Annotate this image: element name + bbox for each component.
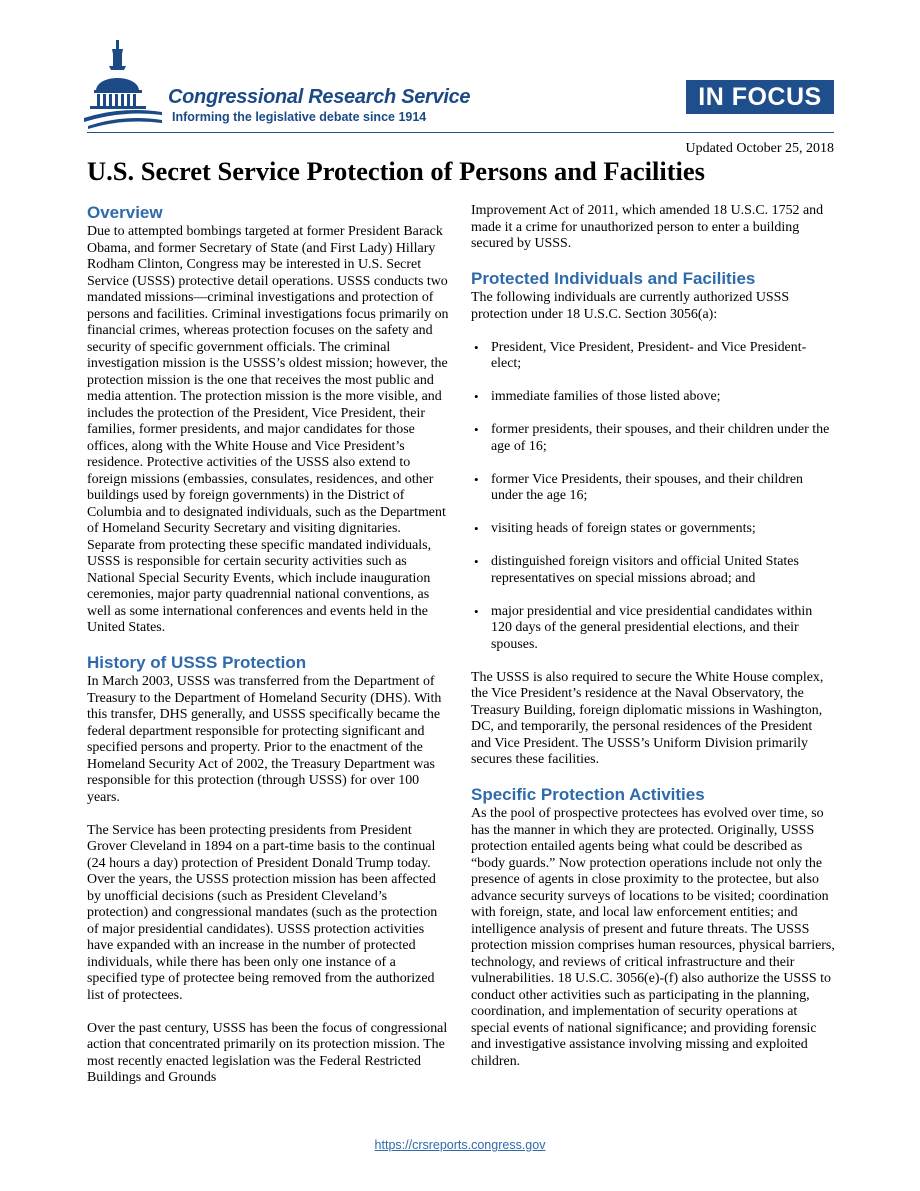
list-item-text: visiting heads of foreign states or governments; (491, 521, 756, 536)
protected-intro: The following individuals are currently authorized USSS protection under 18 U.S.C. Section 3056(a): (471, 290, 790, 322)
facilities-paragraph: The USSS is also required to secure the White House complex, the Vice President’s residence at the Naval Observatory, the Treasury Building, foreign diplomatic missions in Washington, DC, and temporarily, the personal residences of the President and Vice President. The USSS’s Uniform Division primarily secures these facilities. (471, 669, 824, 767)
history-paragraph-1: In March 2003, USSS was transferred from the Department of Treasury to the Department of Homeland Security (DHS). With this transfer, DHS generally, and USSS specifically became the federal department responsible for protecting significant and specified persons and property. Prior to the enactment of the Homeland Security Act of 2002, the Treasury Department was responsible for this protection (through USSS) for over 100 years. (87, 674, 442, 805)
list-item-text: immediate families of those listed above; (491, 389, 721, 404)
right-column (471, 203, 835, 1070)
in-focus-badge: IN FOCUS (686, 80, 834, 114)
bullet-icon: • (474, 603, 479, 619)
continued-paragraph: Improvement Act of 2011, which amended 18 U.S.C. 1752 and made it a crime for unauthorized person to enter a building secured by USSS. (471, 203, 824, 251)
protected-heading: Protected Individuals and Facilities (471, 269, 756, 288)
list-item-text: major presidential and vice presidential candidates within 120 days of the general presidential elections, and their spouses. (491, 603, 813, 652)
list-item (471, 422, 835, 455)
overview-heading: Overview (87, 203, 163, 222)
org-name: Congressional Research Service (168, 86, 471, 108)
specific-paragraph: As the pool of prospective protectees has evolved over time, so has the manner in which they are protected. Originally, USSS protection entailed agents being what could be described as “body guards.” Now protection operations include not only the presence of agents in close proximity to the protectee, but also advance security surveys of locations to be visited; coordination with foreign, state, and local law enforcement entities; and intelligence analysis of present and future threats. The USSS protection mission comprises human resources, physical barriers, technology, and reviews of critical infrastructure and their vulnerabilities. 18 U.S.C. 3056(e)-(f) also authorize the USSS to conduct other activities such as participating in the planning, coordination, and implementation of security operations at special events of national significance; and providing forensic and investigative assistance involving missing and exploited children. (471, 806, 835, 1069)
specific-heading: Specific Protection Activities (471, 785, 705, 804)
list-item-text: distinguished foreign visitors and official United States representatives on special missions abroad; and (491, 554, 799, 586)
bullet-icon: • (474, 389, 479, 404)
list-item (471, 554, 835, 587)
bullet-icon: • (474, 521, 479, 536)
overview-paragraph: Due to attempted bombings targeted at former President Barack Obama, and former Secretary of State (and First Lady) Hillary Rodham Clinton, Congress may be interested in U.S. Secret Service (USSS) protective detail operations. USSS conducts two mandated missions—criminal investigations and protection of persons and facilities. Criminal investigations focus primarily on financial crimes, whereas protection focuses on the safety and security of specific government officials. The criminal investigation mission is the USSS’s oldest mission; however, the protection mission is the one that receives the most public and media attention. The protection mission is the more visible, and includes the protection of the President, Vice President, their families, former presidents, and major candidates for those offices, along with the White House and Vice President’s residence. Protective activities of the USSS also extend to foreign missions (embassies, consulates, residences, and other buildings used by foreign governments) in the District of Columbia and to designated individuals, such as the Department of Homeland Security Secretary and visiting dignitaries. Separate from protecting these specific mandated individuals, USSS is responsible for certain security activities such as National Special Security Events, which include inauguration ceremonies, major party quadrennial national conventions, as well as some international conferences and events held in the United States. (87, 224, 449, 635)
list-item (471, 389, 835, 406)
history-paragraph-3: Over the past century, USSS has been the focus of congressional action that concentrated primarily on its protection mission. The most recently enacted legislation was the Federal Restricted Buildings and Grounds (87, 1020, 448, 1085)
list-item (471, 340, 835, 373)
list-item (471, 604, 835, 654)
bullet-icon: • (474, 339, 479, 355)
page-header (0, 0, 920, 135)
capitol-dome-logo-icon (82, 38, 164, 130)
history-heading: History of USSS Protection (87, 653, 307, 672)
bullet-icon: • (474, 554, 479, 569)
list-item (471, 472, 835, 505)
left-column (87, 203, 449, 1087)
updated-date: Updated October 25, 2018 (685, 141, 834, 156)
list-item-text: former Vice Presidents, their spouses, and their children under the age 16; (491, 471, 804, 503)
page-title: U.S. Secret Service Protection of Persons and Facilities (87, 156, 705, 186)
list-item (471, 521, 835, 538)
bullet-icon: • (474, 471, 479, 487)
header-divider (87, 132, 834, 133)
bullet-icon: • (474, 422, 479, 437)
list-item-text: President, Vice President, President- and Vice President- elect; (491, 339, 807, 371)
org-tagline: Informing the legislative debate since 1914 (172, 110, 427, 124)
footer-link[interactable]: https://crsreports.congress.gov (374, 1138, 546, 1152)
list-item-text: former presidents, their spouses, and their children under the age of 16; (491, 422, 830, 454)
protectee-list (471, 340, 835, 654)
history-paragraph-2: The Service has been protecting presidents from President Grover Cleveland in 1894 on a part-time basis to the continual (24 hours a day) protection of President Donald Trump today. Over the years, the USSS protection mission has been affected by unofficial decisions (such as President Cleveland’s protection) and congressional mandates (such as the protection of major presidential candidates). USSS protection activities have expanded with an increase in the number of protected individuals, while there has been only one instance of a specified type of protectee being removed from the authorized list of protectees. (87, 822, 438, 1003)
